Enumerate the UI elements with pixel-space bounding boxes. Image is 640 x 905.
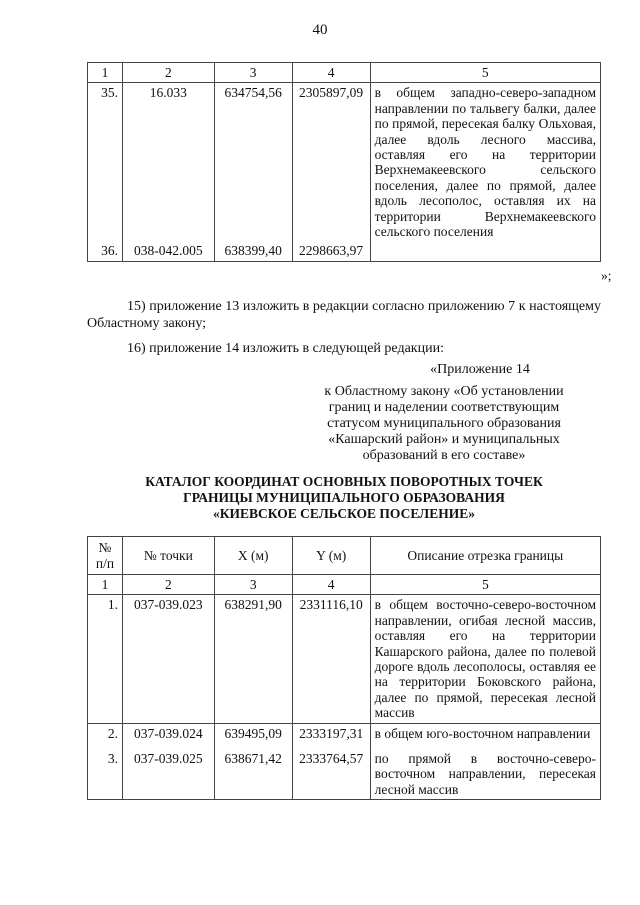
column-number: 1: [88, 575, 123, 595]
coord-y: 2333197,31: [292, 723, 370, 743]
segment-description: [370, 241, 600, 261]
catalog-heading-line: «КИЕВСКОЕ СЕЛЬСКОЕ ПОСЕЛЕНИЕ»: [213, 506, 475, 521]
catalog-heading: [87, 474, 601, 522]
column-number: 4: [292, 63, 370, 83]
paragraph-15: 15) приложение 13 изложить в редакции согласно приложению 7 к настоящему Областному закону;: [87, 299, 601, 331]
column-header: Y (м): [292, 537, 370, 575]
row-index: 1.: [88, 595, 123, 723]
coordinates-catalog-table: [87, 536, 601, 800]
row-index: 2.: [88, 723, 123, 743]
point-id: 16.033: [122, 83, 214, 242]
segment-description: в общем восточно-северо-восточном направлении, огибая лесной массив, оставляя его на территории Кашарского района, далее по полевой дороге вдоль лесополосы, оставляя ее на территории Боковского района, далее по прямой, пересекая лесной массив: [370, 595, 600, 723]
catalog-heading-line: ГРАНИЦЫ МУНИЦИПАЛЬНОГО ОБРАЗОВАНИЯ: [183, 490, 505, 505]
column-header: Описание отрезка границы: [370, 537, 600, 575]
segment-description: в общем западно-северо-западном направлении по тальвегу балки, далее по прямой, пересекая балку Ольховая, далее вдоль лесного массива, оставляя его на территории Верхнемакеевского сельского поселения, далее по прямой, далее вдоль лесополос, оставляя их на территории Верхнемакеевского сельского поселения: [370, 83, 600, 242]
row-index: 36.: [88, 241, 123, 261]
point-id: 038-042.005: [122, 241, 214, 261]
column-number-row: [88, 575, 601, 595]
row-index: 3.: [88, 743, 123, 800]
column-header: № точки: [122, 537, 214, 575]
column-number: 2: [122, 63, 214, 83]
coord-y: 2305897,09: [292, 83, 370, 242]
segment-description: в общем юго-восточном направлении: [370, 723, 600, 743]
appendix-title: «Приложение 14: [430, 362, 530, 377]
coord-y: 2298663,97: [292, 241, 370, 261]
coord-x: 638671,42: [214, 743, 292, 800]
coord-x: 638399,40: [214, 241, 292, 261]
appendix-reference: к Областному закону «Об установлении границ и наделении соответствующим статусом муниципального образования «Кашарский район» и муниципальных образований в его составе»: [324, 384, 564, 463]
table-row: [88, 241, 601, 261]
column-header: X (м): [214, 537, 292, 575]
coord-x: 634754,56: [214, 83, 292, 242]
row-index: 35.: [88, 83, 123, 242]
column-number: 3: [214, 63, 292, 83]
table-row: [88, 743, 601, 800]
point-id: 037-039.025: [122, 743, 214, 800]
closing-quote: »;: [601, 268, 612, 283]
segment-description: по прямой в восточно-северо-восточном направлении, пересекая лесной массив: [370, 743, 600, 800]
column-number: 3: [214, 575, 292, 595]
column-number: 1: [88, 63, 123, 83]
point-id: 037-039.024: [122, 723, 214, 743]
coord-y: 2331116,10: [292, 595, 370, 723]
coord-y: 2333764,57: [292, 743, 370, 800]
coord-x: 638291,90: [214, 595, 292, 723]
point-id: 037-039.023: [122, 595, 214, 723]
table-row: [88, 83, 601, 242]
table-header-row: [88, 63, 601, 83]
catalog-heading-line: КАТАЛОГ КООРДИНАТ ОСНОВНЫХ ПОВОРОТНЫХ ТОЧЕК: [145, 474, 543, 489]
column-number: 5: [370, 575, 600, 595]
paragraph-16: 16) приложение 14 изложить в следующей редакции:: [127, 341, 444, 356]
column-number: 2: [122, 575, 214, 595]
page-number: 40: [312, 22, 328, 38]
table-header-row: [88, 537, 601, 575]
column-header: № п/п: [88, 537, 123, 575]
table-row: [88, 595, 601, 723]
column-number: 5: [370, 63, 600, 83]
table-row: [88, 723, 601, 743]
column-number: 4: [292, 575, 370, 595]
continued-coordinates-table: [87, 62, 601, 262]
coord-x: 639495,09: [214, 723, 292, 743]
